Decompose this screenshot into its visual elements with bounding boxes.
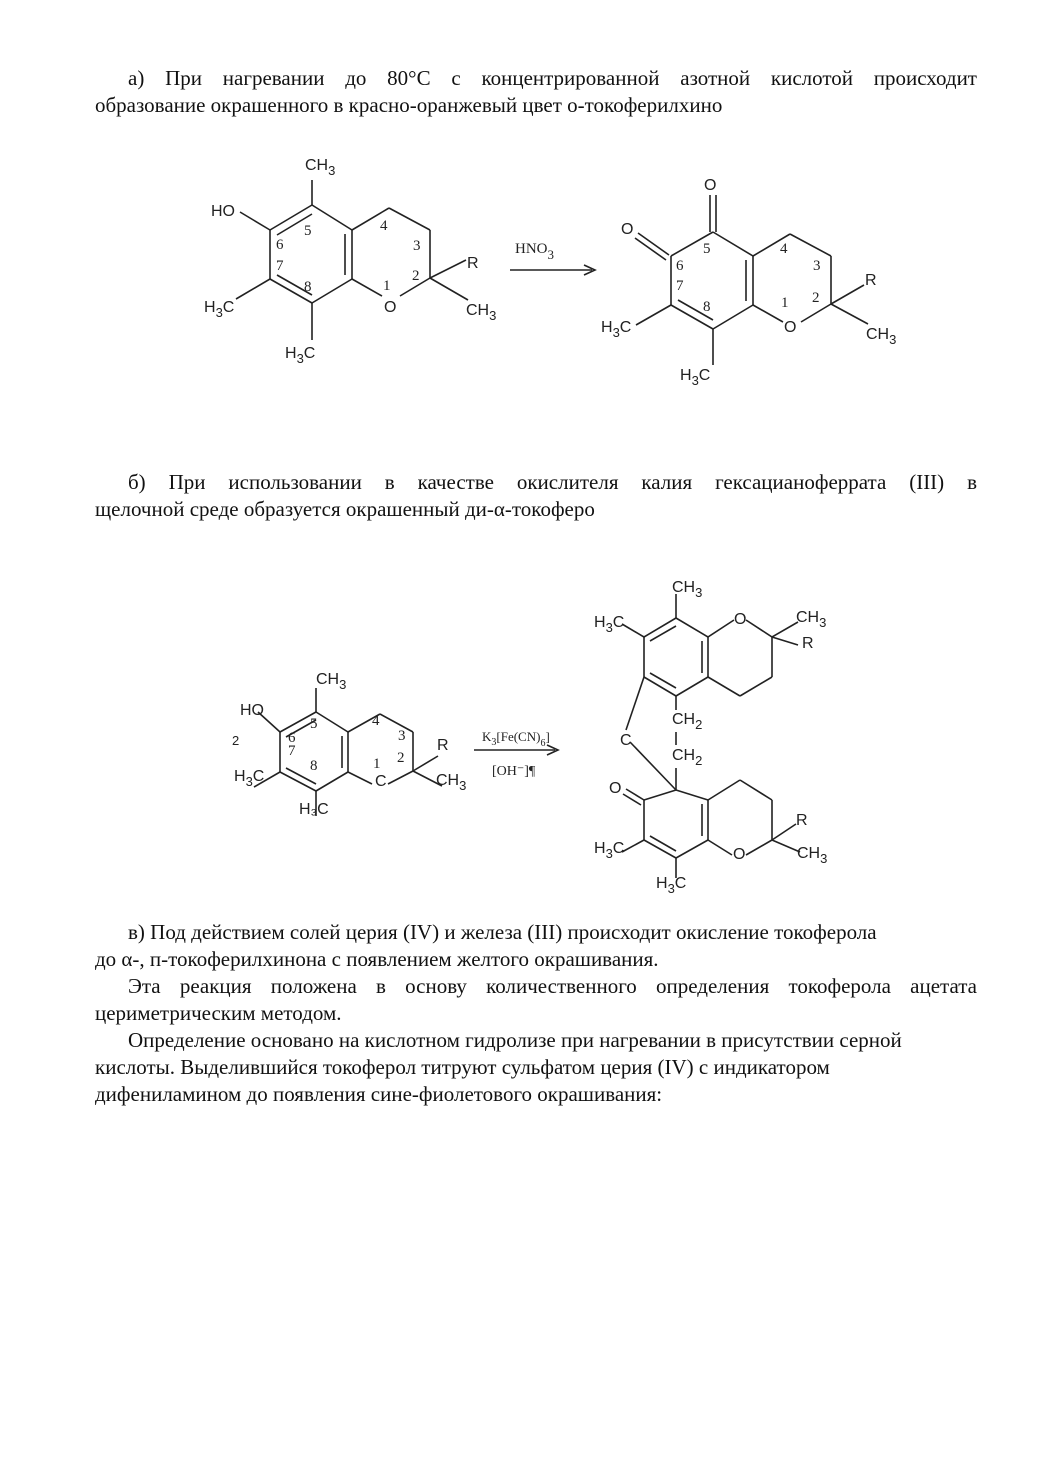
svg-text:C: C [620, 732, 632, 749]
svg-text:H3C: $H_3C$ [594, 840, 625, 861]
keto-oxygen-top: O [704, 177, 717, 194]
svg-text:CH3: $CH_3$ [866, 326, 897, 347]
paragraph-c-p2: Эта реакция положена в основу количественного определения токоферола ацетата цериметрическим методом. [95, 974, 977, 1025]
paragraph-a [95, 65, 977, 119]
svg-text:4: 4 [380, 218, 388, 234]
svg-text:O: O [784, 319, 797, 336]
ring-oxygen-label: O [384, 299, 397, 316]
paragraph-a-line2: образование окрашенного в красно-оранжевый цвет о-токоферилхино [95, 93, 723, 117]
svg-text:2: 2 [812, 290, 820, 306]
stray-label: 2 [232, 733, 240, 748]
svg-text:5: 5 [304, 223, 312, 239]
svg-text:O: O [734, 611, 747, 628]
svg-text:3: 3 [398, 728, 406, 744]
svg-text:6: 6 [676, 258, 684, 274]
svg-text:[OH⁻]¶: [OH⁻]¶ [492, 764, 536, 779]
svg-text:2: 2 [412, 268, 420, 284]
svg-text:5: 5 [703, 241, 711, 257]
svg-text:H3C: $H_3C$ [285, 345, 316, 366]
svg-text:H3C: $H_3C$ [204, 299, 235, 320]
svg-text:CH2: $CH_2$ [672, 747, 703, 768]
paragraph-c-p3: Определение основано на кислотном гидролизе при нагревании в присутствии серной кислоты. Выделившийся токоферол титруют сульфатом церия (IV) с индикатором дифениламином до появления сине-фиолетового окрашивания: [95, 1028, 902, 1106]
svg-text:6: 6 [276, 237, 284, 253]
reaction-scheme-nitric-acid [0, 150, 1039, 400]
paragraph-b [95, 469, 977, 523]
svg-text:3: 3 [813, 258, 821, 274]
paragraph-b-line2: щелочной среде образуется окрашенный ди-α-токоферо [95, 497, 595, 521]
svg-text:7: 7 [276, 258, 284, 274]
svg-text:1: 1 [781, 295, 789, 311]
keto-oxygen-left: O [621, 221, 634, 238]
tocopherylquinone-structure [601, 177, 896, 388]
svg-text:C: C [375, 773, 387, 790]
svg-text:H3C: $H_3C$ [680, 367, 711, 388]
svg-text:8: 8 [703, 299, 711, 315]
reaction-arrow-1 [510, 241, 595, 275]
svg-text:CH3: $CH_3$ [436, 772, 467, 793]
svg-text:R: R [865, 272, 877, 289]
svg-text:7: 7 [676, 278, 684, 294]
svg-text:8: 8 [310, 758, 318, 774]
hydroxy-label: HO [211, 203, 235, 220]
svg-text:H3C: $H_3C$ [656, 875, 687, 896]
svg-text:H3C: $H_3C$ [234, 768, 265, 789]
svg-text:CH2: $CH_2$ [672, 711, 703, 732]
svg-text:R: R [796, 812, 808, 829]
svg-text:HO: HO [240, 702, 264, 719]
svg-text:7: 7 [288, 743, 296, 759]
svg-text:O: O [733, 846, 746, 863]
svg-text:HNO3: HNO3 [515, 241, 554, 262]
svg-text:CH3: $CH_3$ [672, 579, 703, 600]
tocopherol-structure-2 [232, 671, 466, 818]
paragraph-c [95, 919, 977, 1108]
svg-text:R: R [437, 737, 449, 754]
svg-text:CH3: $CH_3$ [797, 845, 828, 866]
svg-text:CH3: $CH_3$ [316, 671, 347, 692]
svg-text:5: 5 [310, 716, 318, 732]
svg-text:3: 3 [413, 238, 421, 254]
svg-text:4: 4 [372, 713, 380, 729]
svg-text:R: R [802, 635, 814, 652]
keto-oxygen: O [609, 780, 622, 797]
paragraph-b-line1: б) При использовании в качестве окислителя калия гексацианоферрата (III) в [128, 470, 977, 494]
svg-text:H3C: $H_3C$ [601, 319, 632, 340]
reaction-arrow-2 [474, 729, 558, 779]
svg-text:H₃C: H₃C [299, 801, 329, 818]
svg-text:CH3: $CH_3$ [466, 302, 497, 323]
tocopherol-structure [204, 157, 496, 366]
svg-text:1: 1 [373, 756, 381, 772]
svg-text:CH3: $CH_3$ [796, 609, 827, 630]
svg-text:K3[Fe(CN)6]: $K_3[Fe(CN)_6]$ [482, 729, 550, 749]
svg-text:1: 1 [383, 278, 391, 294]
reaction-scheme-ferricyanide [0, 570, 1039, 900]
svg-text:6: 6 [288, 730, 296, 746]
svg-text:8: 8 [304, 279, 312, 295]
svg-text:H3C: $H_3C$ [594, 614, 625, 635]
di-tocopherol-structure [594, 579, 827, 896]
paragraph-a-line1: а) При нагревании до 80°С с концентрированной азотной кислотой происходит [128, 66, 977, 90]
paragraph-c-p1: в) Под действием солей церия (IV) и железа (III) происходит окисление токоферола до α-, п-токоферилхинона с появлением желтого окрашивания. [95, 920, 877, 971]
svg-text:2: 2 [397, 750, 405, 766]
svg-text:4: 4 [780, 241, 788, 257]
r-group-label: R [467, 255, 479, 272]
svg-text:CH3: $CH_3$ [305, 157, 336, 178]
